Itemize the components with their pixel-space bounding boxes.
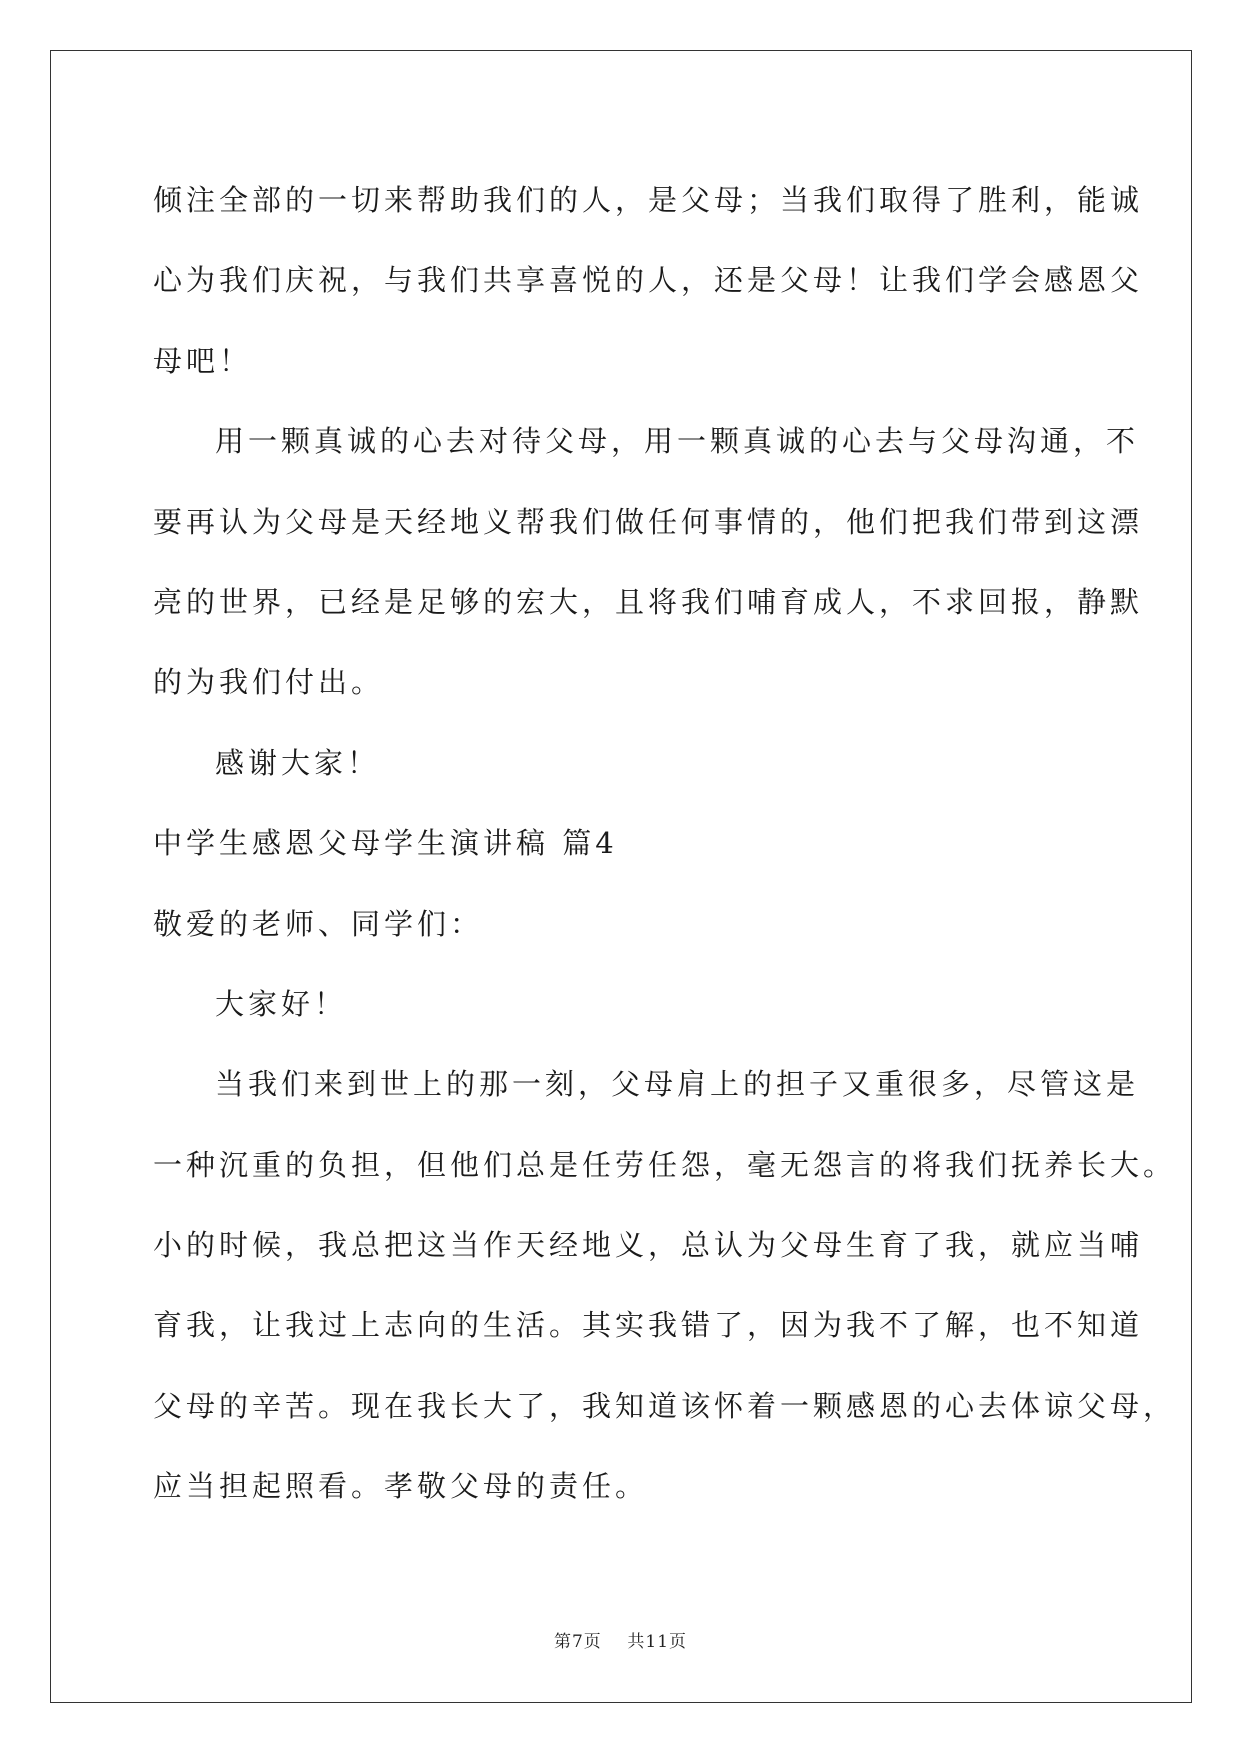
text-line: 育我，让我过上志向的生活。其实我错了，因为我不了解，也不知道 <box>153 1308 1144 1343</box>
document-body <box>153 160 1177 1527</box>
text-line: 小的时候，我总把这当作天经地义，总认为父母生育了我，就应当哺 <box>153 1228 1144 1263</box>
page-number: 第7页 <box>553 1632 602 1652</box>
text-line: 感谢大家！ <box>215 745 381 780</box>
page-total: 共11页 <box>627 1632 688 1652</box>
text-line: 要再认为父母是天经地义帮我们做任何事情的，他们把我们带到这漂 <box>153 504 1144 539</box>
text-line: 的为我们付出。 <box>153 665 385 700</box>
text-line: 应当担起照看。孝敬父母的责任。 <box>153 1469 649 1504</box>
salutation: 敬爱的老师、同学们： <box>153 906 484 941</box>
text-line: 倾注全部的一切来帮助我们的人，是父母；当我们取得了胜利，能诚 <box>153 183 1144 217</box>
text-line: 心为我们庆祝，与我们共享喜悦的人，还是父母！让我们学会感恩父 <box>153 263 1144 298</box>
text-line: 用一颗真诚的心去对待父母，用一颗真诚的心去与父母沟通，不 <box>215 424 1140 459</box>
page-footer <box>0 1627 1241 1652</box>
text-line: 父母的辛苦。现在我长大了，我知道该怀着一颗感恩的心去体谅父母， <box>153 1388 1177 1423</box>
text-line: 母吧！ <box>153 343 253 378</box>
text-line: 亮的世界，已经是足够的宏大，且将我们哺育成人，不求回报，静默 <box>153 584 1144 619</box>
section-heading: 中学生感恩父母学生演讲稿 篇4 <box>153 826 618 861</box>
greeting: 大家好！ <box>215 986 348 1021</box>
text-line: 一种沉重的负担，但他们总是任劳任怨，毫无怨言的将我们抚养长大。 <box>153 1147 1177 1182</box>
text-line: 当我们来到世上的那一刻，父母肩上的担子又重很多，尽管这是 <box>215 1067 1140 1102</box>
